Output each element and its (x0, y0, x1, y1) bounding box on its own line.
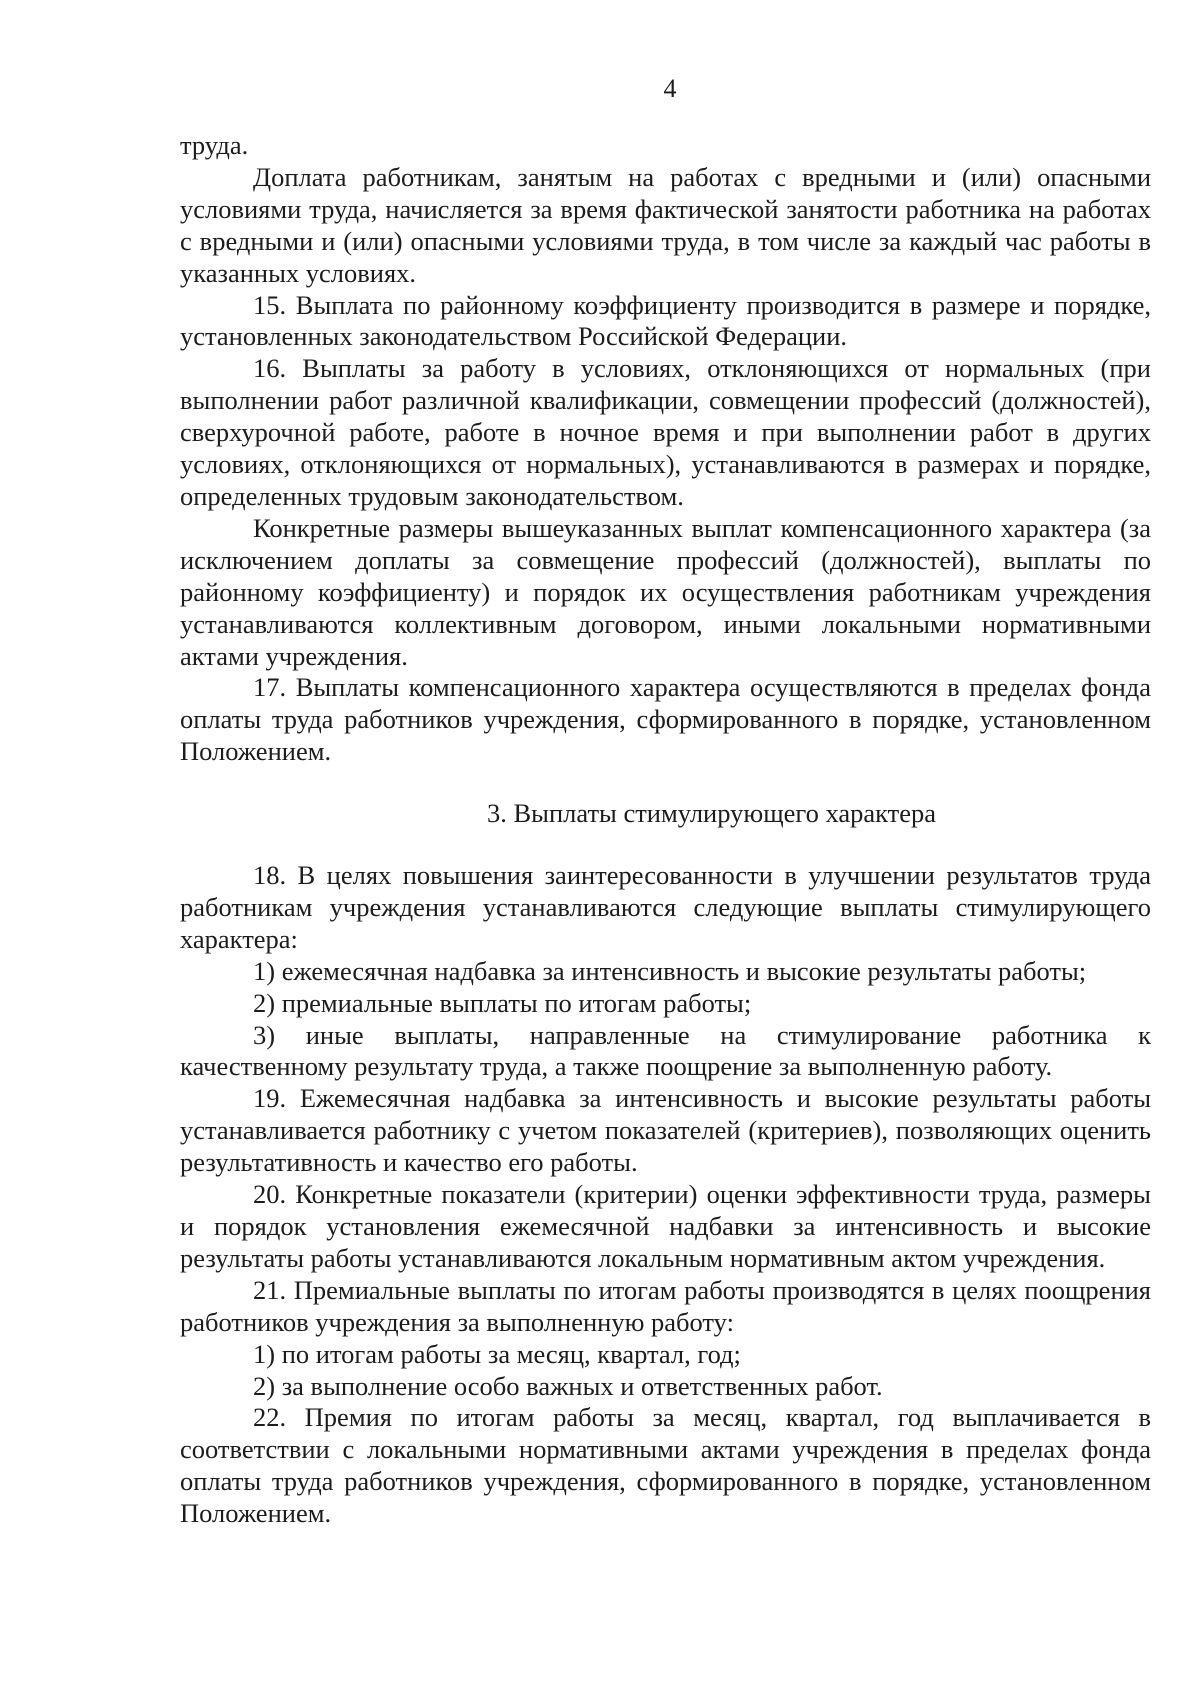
paragraph-22: 22. Премия по итогам работы за месяц, квартал, год выплачивается в соответствии с локальными нормативными актами учреждения в пределах фонда оплаты труда работников учреждения, сформированного в порядке, установленном Положением. (180, 1402, 1151, 1529)
paragraph-20: 20. Конкретные показатели (критерии) оценки эффективности труда, размеры и порядок установления ежемесячной надбавки за интенсивность и высокие результаты работы устанавливаются локальным нормативным актом учреждения. (180, 1179, 1151, 1273)
paragraph-19: 19. Ежемесячная надбавка за интенсивность и высокие результаты работы устанавливается работнику с учетом показателей (критериев), позволяющих оценить результативность и качество его работы. (180, 1083, 1151, 1178)
list-item-21-1: 1) по итогам работы за месяц, квартал, год; (253, 1338, 741, 1369)
paragraph-15: 15. Выплата по районному коэффициенту производится в размере и порядке, установленных законодательством Российской Федерации. (180, 289, 1151, 352)
document-body (180, 130, 1151, 1530)
page-number: 4 (663, 74, 677, 103)
paragraph-16: 16. Выплаты за работу в условиях, отклоняющихся от нормальных (при выполнении работ различной квалификации, совмещении профессий (должностей), сверхурочной работе, работе в ночное время и при выполнении работ в других условиях, отклоняющихся от нормальных), устанавливаются в размерах и порядке, определенных трудовым законодательством. (180, 353, 1151, 511)
list-item-18-1: 1) ежемесячная надбавка за интенсивность и высокие результаты работы; (253, 955, 1087, 986)
paragraph-specific-amounts: Конкретные размеры вышеуказанных выплат компенсационного характера (за исключением доплаты за совмещение профессий (должностей), выплаты по районному коэффициенту) и порядок их осуществления работникам учреждения устанавливаются коллективным договором, иными локальными нормативными актами учреждения. (180, 512, 1151, 671)
section-heading: 3. Выплаты стимулирующего характера (486, 798, 936, 829)
paragraph-21: 21. Премиальные выплаты по итогам работы производятся в целях поощрения работников учреждения за выполненную работу: (180, 1274, 1151, 1337)
paragraph-17: 17. Выплаты компенсационного характера осуществляются в пределах фонда оплаты труда работников учреждения, сформированного в порядке, установленном Положением. (180, 672, 1151, 767)
list-item-18-3: 3) иные выплаты, направленные на стимулирование работника к качественному результату труда, а также поощрение за выполненную работу. (180, 1019, 1151, 1082)
list-item-18-2: 2) премиальные выплаты по итогам работы; (253, 987, 752, 1018)
paragraph-18: 18. В целях повышения заинтересованности в улучшении результатов труда работникам учреждения устанавливаются следующие выплаты стимулирующего характера: (180, 860, 1151, 954)
paragraph-continuation: труда. (180, 130, 249, 160)
list-item-21-2: 2) за выполнение особо важных и ответственных работ. (253, 1370, 883, 1401)
paragraph-hazard-allowance: Доплата работникам, занятым на работах с вредными и (или) опасными условиями труда, начисляется за время фактической занятости работника на работах с вредными и (или) опасными условиями труда, в том числе за каждый час работы в указанных условиях. (180, 161, 1151, 288)
